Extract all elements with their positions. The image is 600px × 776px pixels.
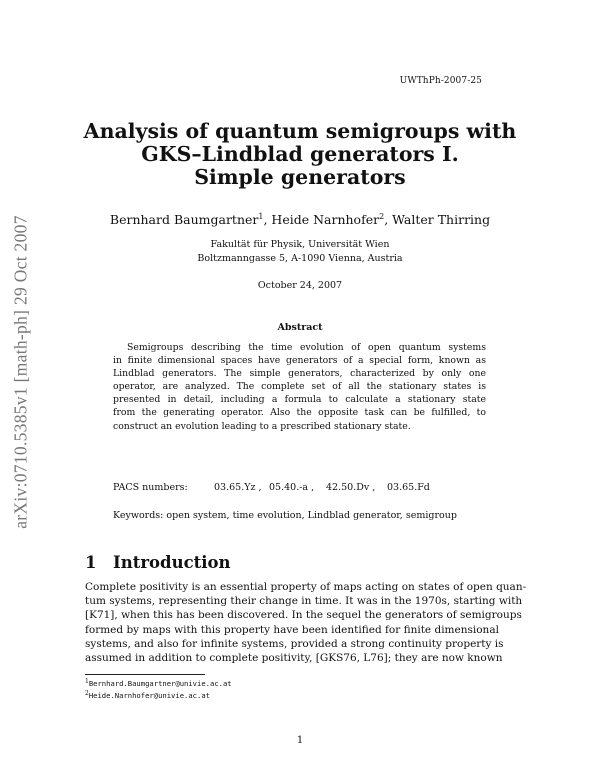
footnote-mark: 1: [85, 678, 89, 685]
author-name: Bernhard Baumgartner: [109, 212, 259, 227]
author-name: Walter Thirring: [392, 212, 491, 227]
abstract-line: Semigroups describing the time evolution of open quantum systems: [127, 342, 486, 353]
arxiv-identifier: arXiv:0710.5385v1 [math-ph] 29 Oct 2007: [10, 215, 31, 529]
arxiv-sidebar-stamp: [7, 186, 35, 558]
page-number: 1: [296, 735, 304, 746]
paper-title: [60, 120, 540, 189]
footnote-rule: [85, 674, 205, 675]
affiliation-line: Fakultät für Physik, Universität Wien: [210, 239, 390, 250]
body-line: tum systems, representing their change in time. It was in the 1970s, starting with: [85, 595, 523, 608]
abstract-line: from the generating operator. Also the opposite task can be fulfilled, to: [113, 407, 486, 419]
abstract-line: Lindblad generators. The simple generators, characterized by only one: [113, 368, 486, 380]
abstract-line: presented in detail, including a formula to calculate a stationary state: [113, 394, 486, 406]
paper-date: October 24, 2007: [257, 280, 343, 291]
footnote-email: Heide.Narnhofer@univie.ac.at: [88, 691, 210, 700]
footnote: [85, 679, 232, 688]
author-separator: ,: [384, 212, 393, 227]
pacs-code: 03.65.Yz ,: [214, 482, 262, 493]
abstract-heading: Abstract: [277, 322, 323, 333]
report-number: UWThPh-2007-25: [399, 76, 482, 86]
body-line: formed by maps with this property have been identified for finite dimensional: [85, 623, 499, 636]
pacs-code: 05.40.-a ,: [269, 482, 315, 493]
section-number: 1: [85, 553, 97, 572]
abstract-line: operator, are analyzed. The complete set of all the stationary states is: [113, 381, 486, 393]
footnote-mark: 1: [258, 212, 264, 221]
abstract-body: [113, 341, 486, 433]
affiliation-line: Boltzmanngasse 5, A-1090 Vienna, Austria: [197, 253, 403, 264]
footnote-mark: 2: [379, 212, 385, 221]
keywords: Keywords: open system, time evolution, Lindblad generator, semigroup: [113, 510, 457, 521]
title-line: Analysis of quantum semigroups with: [83, 119, 517, 143]
pacs-label: PACS numbers:: [113, 482, 188, 493]
abstract-line: construct an evolution leading to a prescribed stationary state.: [113, 420, 411, 432]
body-line: assumed in addition to complete positivity, [GKS76, L76]; they are now known: [85, 651, 503, 664]
body-line: systems, and also for infinite systems, provided a strong continuity property is: [85, 637, 504, 650]
section-heading: [85, 553, 231, 572]
body-line: [K71], when this has been discovered. In the sequel the generators of semigroups: [85, 609, 522, 622]
author-separator: ,: [263, 212, 272, 227]
author-list: [60, 212, 540, 227]
author-name: Heide Narnhofer: [271, 212, 380, 227]
footnote-mark: 2: [85, 690, 89, 697]
pacs-code: 03.65.Fd: [387, 482, 430, 493]
abstract-line: in finite dimensional spaces have generators of a special form, known as: [113, 355, 486, 367]
footnote: [85, 691, 210, 700]
footnote-email: Bernhard.Baumgartner@univie.ac.at: [88, 679, 232, 688]
affiliation: [60, 238, 540, 266]
pacs-code: 42.50.Dv ,: [326, 482, 376, 493]
section-title: Introduction: [113, 553, 231, 572]
title-line: GKS–Lindblad generators I.: [141, 142, 459, 166]
pacs-numbers: [113, 482, 430, 493]
body-text: [85, 580, 527, 665]
body-line: Complete positivity is an essential property of maps acting on states of open quan-: [85, 581, 527, 593]
title-line: Simple generators: [194, 165, 406, 189]
